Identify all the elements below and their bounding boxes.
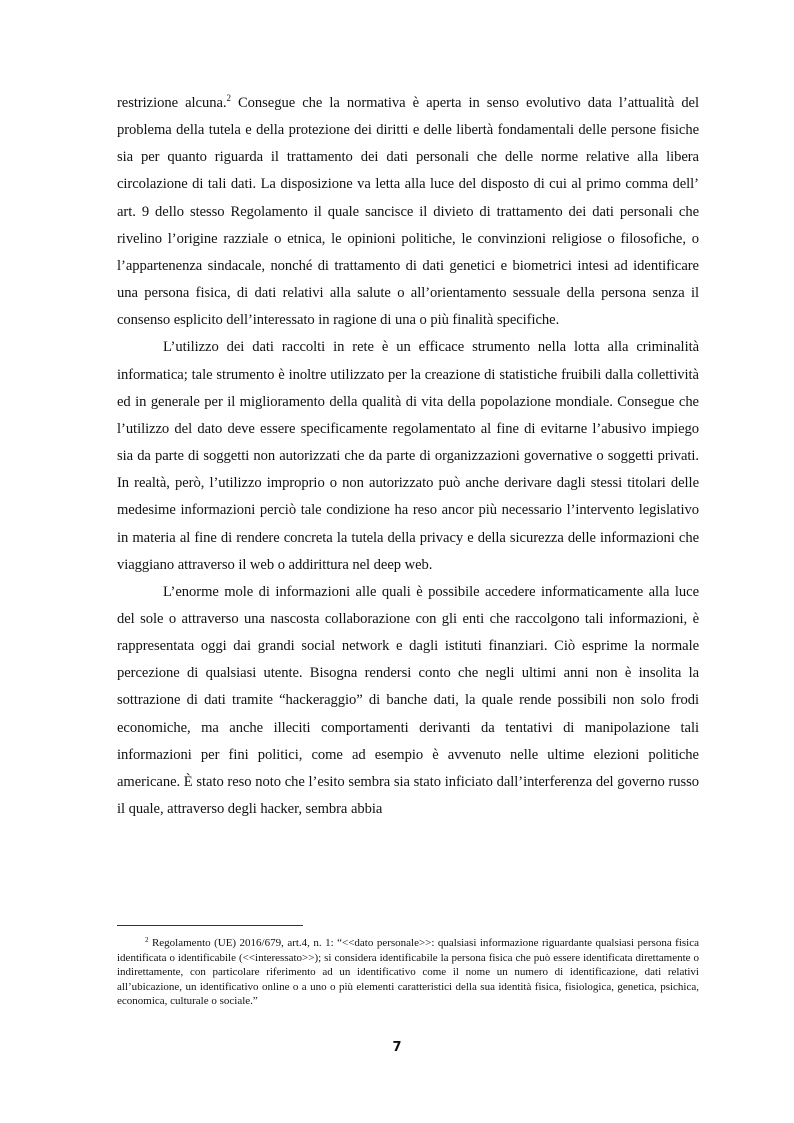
footnote-text: Regolamento (UE) 2016/679, art.4, n. 1: “<<dato personale>>: qualsiasi informazione riguardante qualsiasi persona fisica identificata o identificabile (<<interessato>>); si considera identificabile la persona fisica che può essere identificata direttamente o indirettamente, con particolare riferimento ad un identificativo come il nome un numero di identificazione, dati relativi all’ubicazione, un identificativo online o a uno o più elementi caratteristici della sua identità fisica, fisiologica, genetica, psichica, economica, culturale o sociale.” xyxy=(117,937,699,1008)
paragraph-3: L’enorme mole di informazioni alle quali è possibile accedere informaticamente alla luce del sole o attraverso una nascosta collaborazione con gli enti che raccolgono tali informazioni, è rappresentata oggi dai grandi social network e dagli istituti finanziari. Ciò esprime la normale percezione di qualsiasi utente. Bisogna rendersi conto che negli ultimi anni non è insolita la sottrazione di dati tramite “hackeraggio” di banche dati, la quale rende possibili non solo frodi economiche, ma anche illeciti comportamenti derivanti da tentativi di manipolazione tali informazioni per fini politici, come ad esempio è avvenuto nelle ultime elezioni politiche americane. È stato reso noto che l’esito sembra sia stato inficiato dall’interferenza del governo russo il quale, attraverso degli hacker, sembra abbia xyxy=(117,583,699,818)
footnote xyxy=(117,936,699,1009)
paragraph-1-start: restrizione alcuna. xyxy=(117,95,227,111)
footnote-number: 2 xyxy=(145,936,149,944)
paragraph-2: L’utilizzo dei dati raccolti in rete è un efficace strumento nella lotta alla criminalità informatica; tale strumento è inoltre utilizzato per la creazione di statistiche fruibili dalla collettività ed in generale per il miglioramento della qualità di vita della popolazione mondiale. Consegue che l’utilizzo del dato deve essere specificamente regolamentato al fine di evitarne l’abusivo impiego sia da parte di soggetti non autorizzati che da parte di organizzazioni governative o soggetti privati. In realtà, però, l’utilizzo improprio o non autorizzato può anche derivare dagli stessi titolari delle medesime informazioni perciò tale condizione ha reso ancor più necessario l’intervento legislativo in materia al fine di rendere concreta la tutela della privacy e della sicurezza delle informazioni che viaggiano attraverso il web o addirittura nel deep web. xyxy=(117,339,699,573)
paragraph-1-rest: Consegue che la normativa è aperta in senso evolutivo data l’attualità del problema della tutela e della protezione dei diritti e delle libertà fondamentali delle persone fisiche sia per quanto riguarda il trattamento dei dati personali che delle norme relative alla libera circolazione di tali dati. La disposizione va letta alla luce del disposto di cui al primo comma dell’ art. 9 dello stesso Regolamento il quale sancisce il divieto di trattamento dei dati personali che rivelino l’origine razziale o etnica, le opinioni politiche, le convinzioni religiose o filosofiche, o l’appartenenza sindacale, nonché di trattamento di dati genetici e biometrici intesi ad identificare una persona fisica, di dati relativi alla salute o all’orientamento sessuale della persona senza il consenso esplicito dell’interessato in ragione di una o più finalità specifiche. xyxy=(117,95,699,329)
body-text xyxy=(117,90,699,823)
footnote-reference[interactable]: 2 xyxy=(226,93,231,103)
footnote-separator xyxy=(117,925,303,926)
page-number: 7 xyxy=(392,1040,402,1055)
paragraph-1 xyxy=(117,90,699,334)
